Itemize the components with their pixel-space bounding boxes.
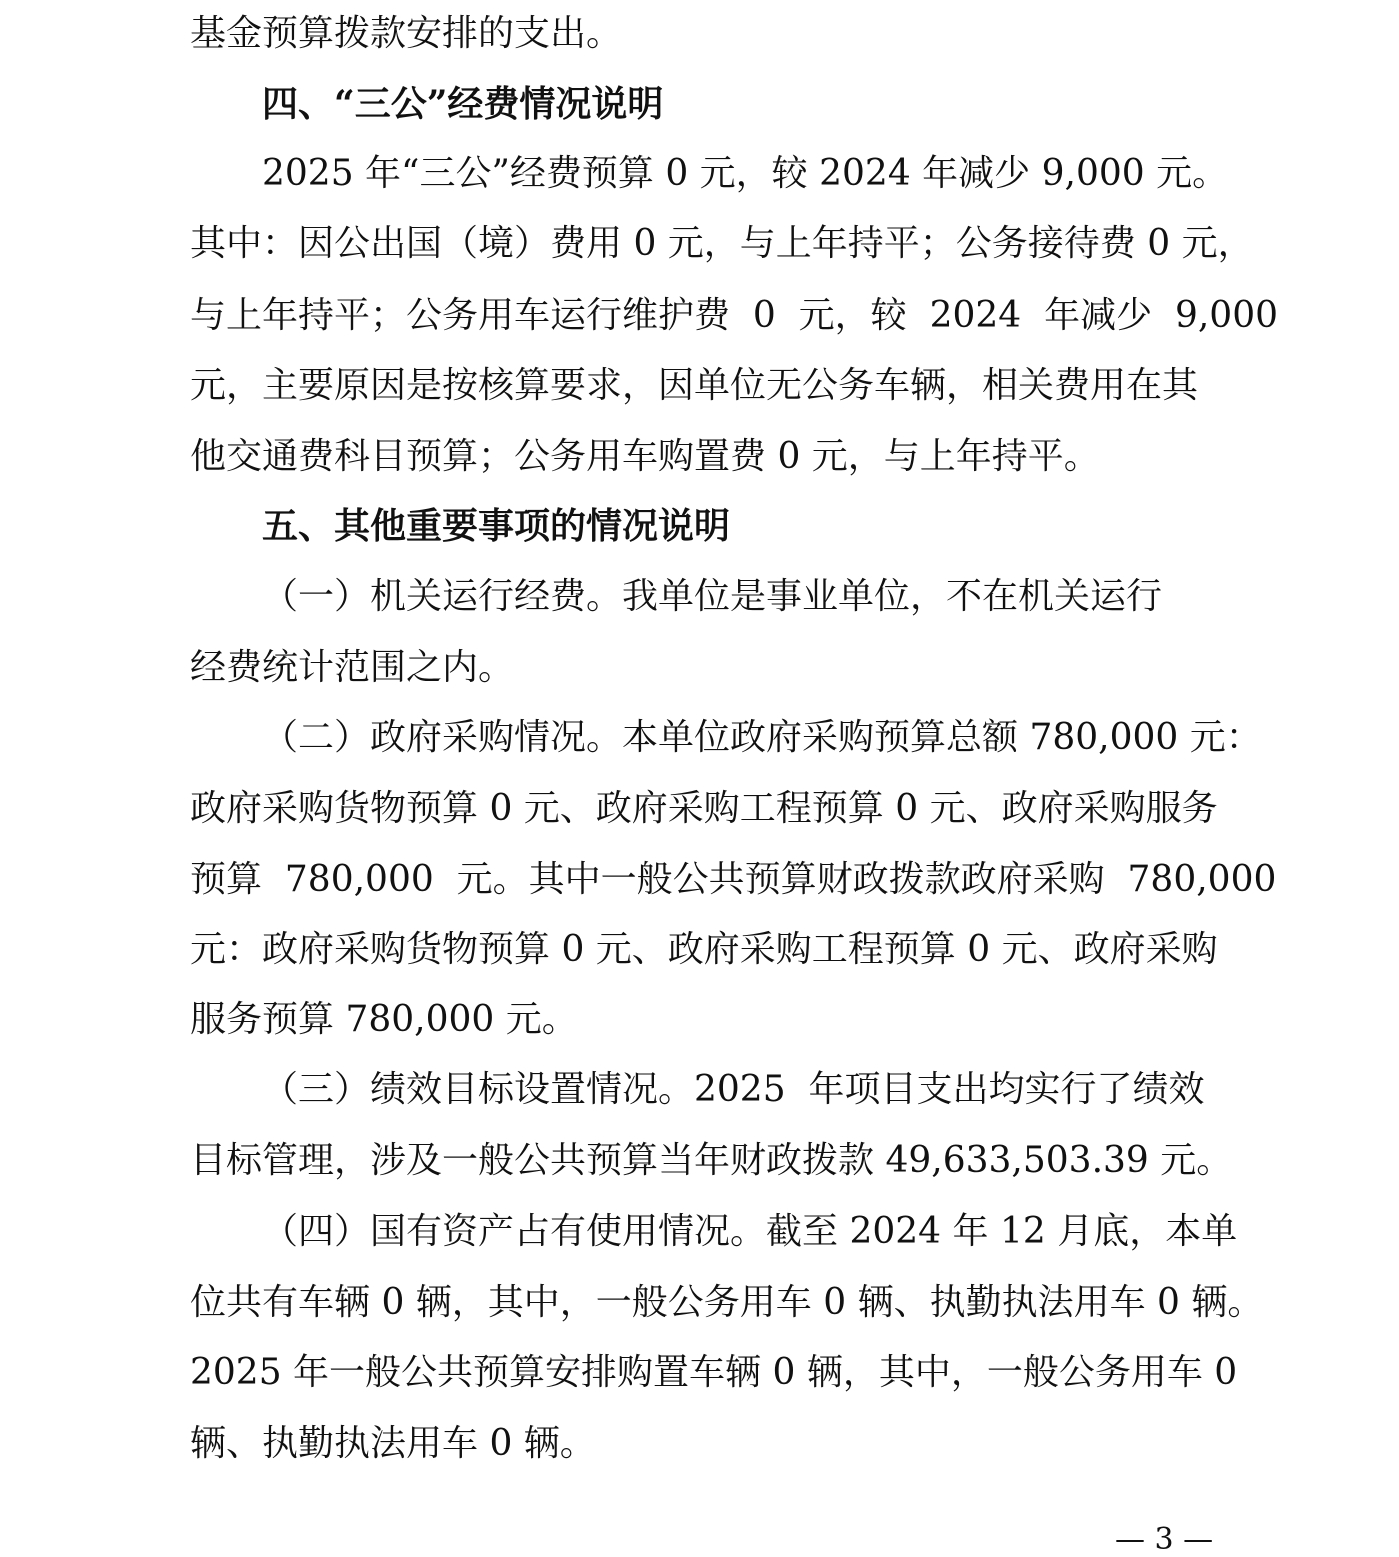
paragraph-line: 其中：因公出国（境）费用 0 元，与上年持平；公务接待费 0 元， [190, 223, 1254, 264]
paragraph-line: 他交通费科目预算；公务用车购置费 0 元，与上年持平。 [190, 436, 1100, 477]
paragraph-line: 基金预算拨款安排的支出。 [190, 13, 623, 54]
paragraph-line: 元：政府采购货物预算 0 元、政府采购工程预算 0 元、政府采购 [190, 929, 1218, 970]
paragraph-line: 与上年持平；公务用车运行维护费 0 元，较 2024 年减少 9,000 [190, 295, 1279, 336]
paragraph-line: 目标管理，涉及一般公共预算当年财政拨款 49,633,503.39 元。 [190, 1140, 1233, 1181]
paragraph-line: 服务预算 780,000 元。 [190, 999, 578, 1040]
paragraph-line: 政府采购货物预算 0 元、政府采购工程预算 0 元、政府采购服务 [190, 788, 1218, 829]
paragraph-line: 元，主要原因是按核算要求，因单位无公务车辆，相关费用在其 [190, 365, 1199, 406]
paragraph-line: 预算 780,000 元。其中一般公共预算财政拨款政府采购 780,000 [190, 859, 1277, 900]
paragraph-line: 2025 年“三公”经费预算 0 元，较 2024 年减少 9,000 元。 [262, 153, 1229, 194]
section-heading-four: 四、“三公”经费情况说明 [262, 83, 664, 125]
paragraph-line: （三）绩效目标设置情况。2025 年项目支出均实行了绩效 [262, 1069, 1205, 1110]
paragraph-line: 经费统计范围之内。 [190, 647, 515, 688]
paragraph-line: 2025 年一般公共预算安排购置车辆 0 辆，其中，一般公务用车 0 [190, 1352, 1238, 1393]
page-number: — 3 — [1115, 1522, 1214, 1557]
section-heading-five: 五、其他重要事项的情况说明 [262, 505, 731, 547]
paragraph-line: （二）政府采购情况。本单位政府采购预算总额 780,000 元： [262, 717, 1262, 758]
paragraph-line: （一）机关运行经费。我单位是事业单位，不在机关运行 [262, 576, 1163, 617]
paragraph-line: （四）国有资产占有使用情况。截至 2024 年 12 月底，本单 [262, 1211, 1238, 1252]
paragraph-line: 辆、执勤执法用车 0 辆。 [190, 1423, 596, 1464]
paragraph-line: 位共有车辆 0 辆，其中，一般公务用车 0 辆、执勤执法用车 0 辆。 [190, 1282, 1264, 1323]
